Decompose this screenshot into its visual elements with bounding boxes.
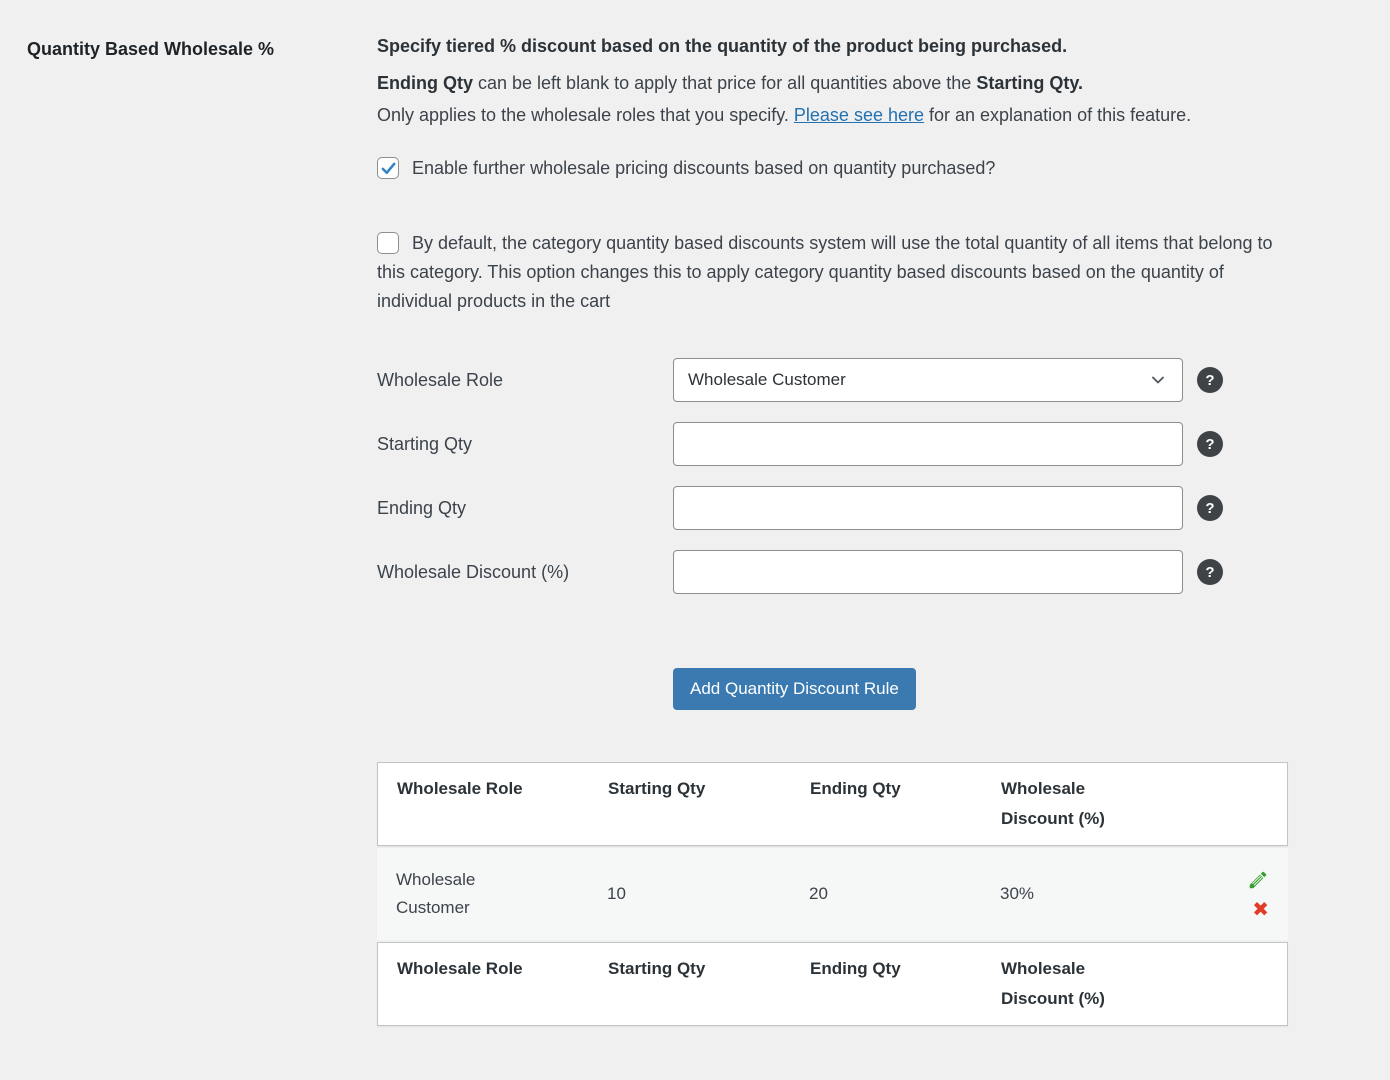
wholesale-discount-help-icon[interactable]: ?	[1197, 559, 1223, 585]
table-header-row	[377, 762, 1288, 846]
description-line-2-text: can be left blank to apply that price for all quantities above the	[473, 73, 977, 93]
header-wholesale-role: Wholesale Role	[397, 779, 523, 798]
header-starting-qty: Starting Qty	[608, 779, 706, 798]
please-see-here-link[interactable]: Please see here	[793, 105, 924, 125]
table-footer-row	[377, 942, 1288, 1026]
starting-qty-input[interactable]	[673, 422, 1183, 466]
wholesale-role-row	[377, 358, 1288, 402]
wholesale-role-label: Wholesale Role	[377, 369, 504, 390]
wholesale-discount-label: Wholesale Discount (%)	[377, 561, 570, 582]
check-icon	[380, 160, 397, 177]
enable-quantity-discounts-checkbox[interactable]	[377, 157, 399, 179]
description-line-3-text-end: for an explanation of this feature.	[924, 105, 1192, 125]
wholesale-role-select[interactable]	[673, 358, 1183, 402]
footer-wholesale-discount: Wholesale Discount (%)	[1001, 959, 1105, 1008]
starting-qty-help-icon[interactable]: ?	[1197, 431, 1223, 457]
starting-qty-term: Starting Qty.	[976, 73, 1084, 93]
description-line-3	[377, 99, 1288, 131]
edit-rule-button[interactable]	[1247, 869, 1269, 893]
quantity-discount-table	[377, 762, 1288, 1026]
footer-ending-qty: Ending Qty	[810, 959, 901, 978]
setting-content-column	[377, 30, 1288, 1026]
delete-x-icon: ✖	[1252, 896, 1269, 921]
section-title: Quantity Based Wholesale %	[27, 39, 275, 59]
quantity-rule-form	[377, 358, 1288, 594]
description-line-3-text-start: Only applies to the wholesale roles that you specify.	[377, 105, 794, 125]
cell-wholesale-role: Wholesale Customer	[396, 870, 476, 917]
chevron-down-icon	[1148, 370, 1168, 390]
cell-starting-qty: 10	[607, 884, 626, 903]
per-product-quantity-label: By default, the category quantity based discounts system will use the total quantity of all items that belong to this category. This option changes this to apply category quantity based discounts based on the quantity of individual products in the cart	[377, 233, 1273, 311]
footer-starting-qty: Starting Qty	[608, 959, 706, 978]
starting-qty-row	[377, 422, 1288, 466]
enable-quantity-discounts-label: Enable further wholesale pricing discounts based on quantity purchased?	[412, 157, 996, 178]
wholesale-discount-input[interactable]	[673, 550, 1183, 594]
ending-qty-help-icon[interactable]: ?	[1197, 495, 1223, 521]
enable-quantity-discounts-row	[377, 157, 1288, 179]
setting-label-column	[27, 30, 377, 1026]
header-wholesale-discount: Wholesale Discount (%)	[1001, 779, 1105, 828]
ending-qty-label: Ending Qty	[377, 497, 467, 518]
wholesale-role-selected-value: Wholesale Customer	[688, 370, 846, 389]
table-row	[377, 848, 1288, 940]
cell-wholesale-discount: 30%	[1000, 884, 1035, 903]
edit-pencil-icon	[1247, 869, 1269, 891]
starting-qty-label: Starting Qty	[377, 433, 473, 454]
wholesale-role-help-icon[interactable]: ?	[1197, 367, 1223, 393]
ending-qty-input[interactable]	[673, 486, 1183, 530]
ending-qty-term: Ending Qty	[377, 73, 473, 93]
header-ending-qty: Ending Qty	[810, 779, 901, 798]
description-line-2	[377, 67, 1167, 99]
cell-actions	[1229, 869, 1269, 921]
section-description	[377, 30, 1288, 131]
add-quantity-discount-rule-button[interactable]: Add Quantity Discount Rule	[673, 668, 916, 710]
per-product-quantity-checkbox[interactable]	[377, 232, 399, 254]
delete-rule-button[interactable]	[1252, 896, 1269, 921]
cell-ending-qty: 20	[809, 884, 828, 903]
wholesale-discount-row	[377, 550, 1288, 594]
footer-wholesale-role: Wholesale Role	[397, 959, 523, 978]
ending-qty-row	[377, 486, 1288, 530]
description-line-1: Specify tiered % discount based on the quantity of the product being purchased.	[377, 36, 1068, 56]
per-product-quantity-row	[377, 229, 1288, 316]
